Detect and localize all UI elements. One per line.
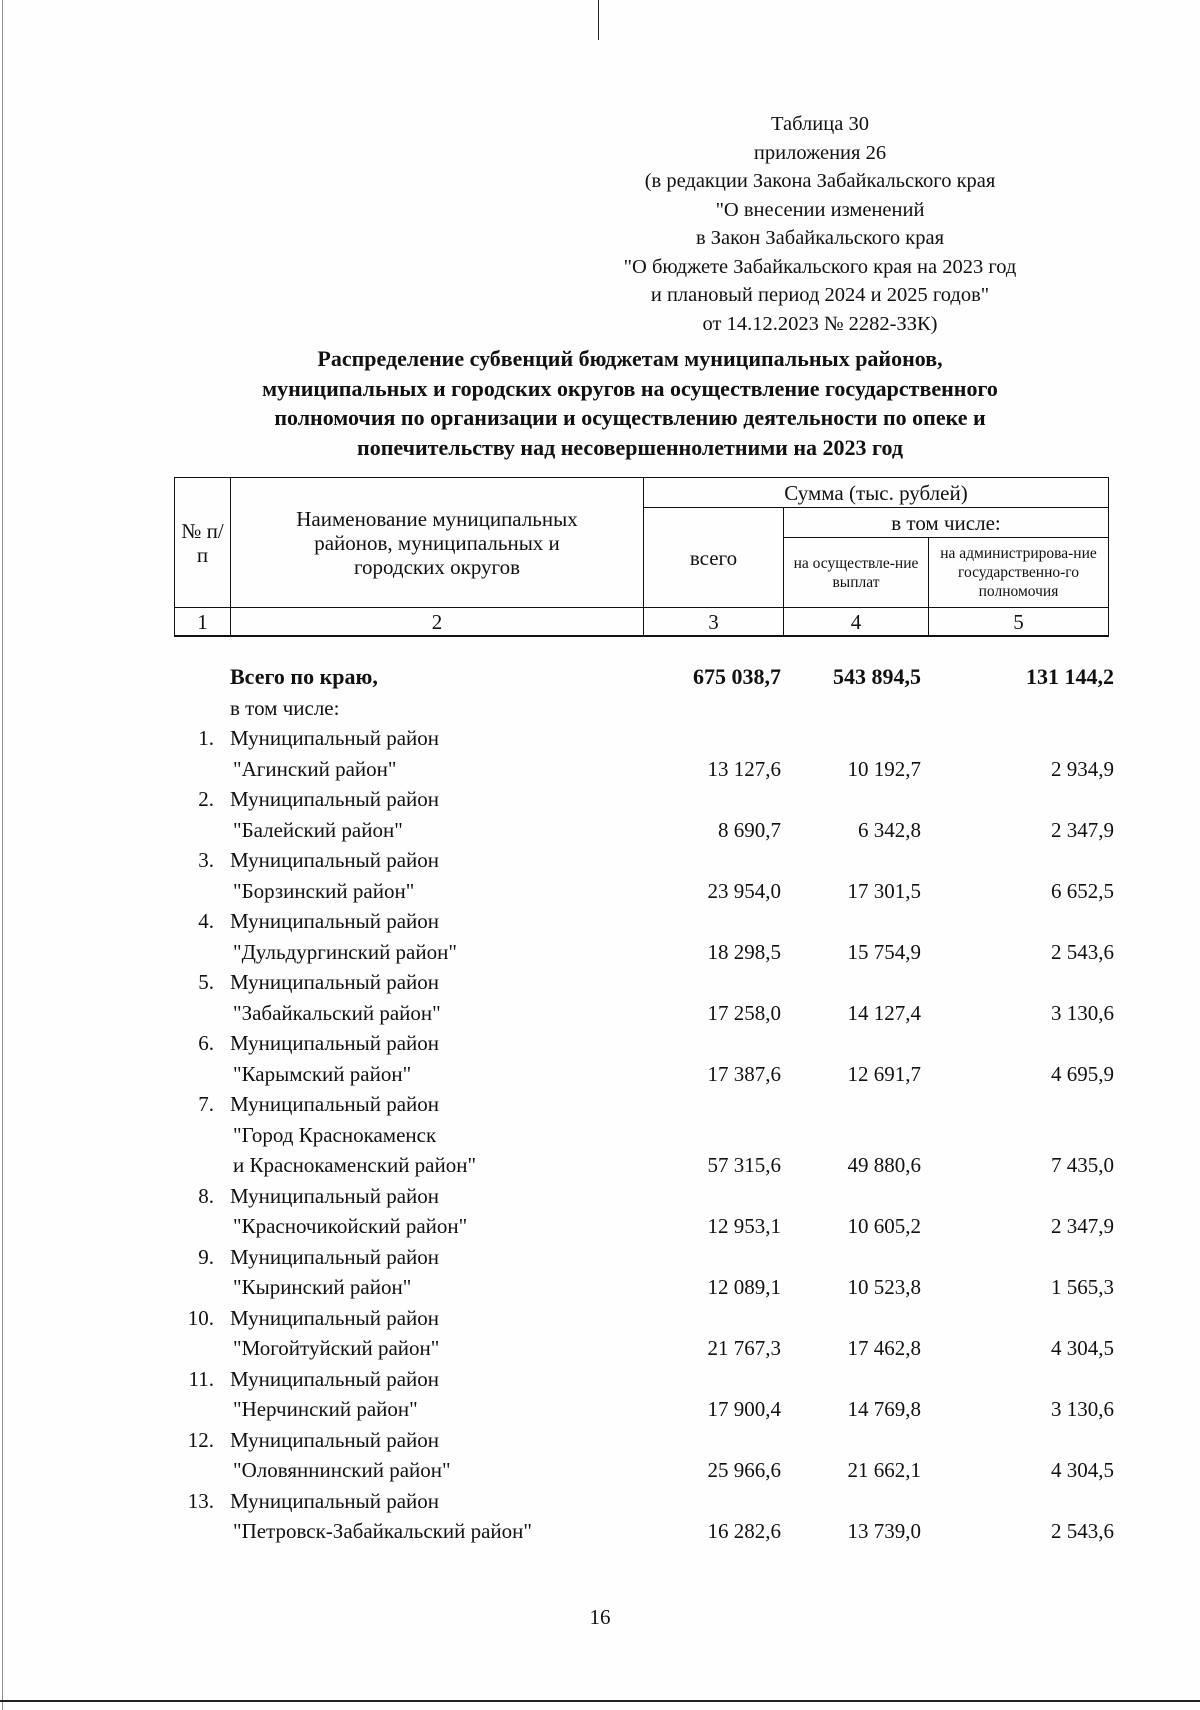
header-line: в Закон Забайкальского края xyxy=(695,227,945,249)
row-name-line: и Краснокаменский район" xyxy=(233,1153,477,1177)
table-row xyxy=(174,967,1114,1028)
row-name-line: "Красночикойский район" xyxy=(233,1214,468,1238)
row-number: 10. xyxy=(187,1305,214,1330)
header-col-name: Наименование муниципальных районов, муниципальных и городских округов xyxy=(231,478,644,608)
header-num-4: 4 xyxy=(784,608,929,637)
header-line: от 14.12.2023 № 2282-ЗЗК) xyxy=(702,312,938,335)
row-name-line: Муниципальный район xyxy=(230,787,440,811)
header-line: и плановый период 2024 и 2025 годов" xyxy=(650,284,990,306)
row-name xyxy=(230,1089,610,1181)
header-col-including: в том числе: xyxy=(784,508,1109,538)
row-payments: 49 880,6 xyxy=(847,1153,921,1177)
row-name-line: "Оловяннинский район" xyxy=(233,1458,451,1482)
header-num-3: 3 xyxy=(644,608,784,637)
row-total: 13 127,6 xyxy=(707,756,781,781)
row-name-line: "Карымский район" xyxy=(233,1061,412,1086)
row-payments: 14 769,8 xyxy=(847,1397,921,1421)
row-admin: 7 435,0 xyxy=(1051,1153,1114,1177)
row-total: 17 258,0 xyxy=(707,1000,781,1025)
row-number: 4. xyxy=(198,909,214,933)
row-total: 18 298,5 xyxy=(707,939,781,964)
header-num-1: 1 xyxy=(175,608,231,637)
row-name-line: Муниципальный район xyxy=(230,848,440,872)
table-row xyxy=(174,1181,1114,1242)
table-row xyxy=(174,1242,1114,1303)
scan-artifact-top xyxy=(598,0,599,40)
row-number: 3. xyxy=(198,848,214,872)
row-name-line: Муниципальный район xyxy=(230,909,440,933)
row-payments: 13 739,0 xyxy=(847,1519,921,1543)
row-admin: 4 304,5 xyxy=(1051,1458,1114,1482)
scan-artifact-left xyxy=(2,0,3,1710)
row-number: 8. xyxy=(198,1183,214,1208)
row-admin: 2 347,9 xyxy=(1051,1214,1114,1238)
row-name-line: "Агинский район" xyxy=(233,756,397,781)
row-total: 16 282,6 xyxy=(707,1519,781,1543)
row-name xyxy=(230,723,610,784)
row-payments: 14 127,4 xyxy=(847,1000,921,1025)
header-col-total: всего xyxy=(644,508,784,608)
row-total: 23 954,0 xyxy=(707,878,781,903)
title-line: Распределение субвенций бюджетам муниципальных районов, xyxy=(317,346,943,371)
row-admin: 2 543,6 xyxy=(1051,1519,1114,1543)
header-col-payments: на осуществле-ние выплат xyxy=(784,538,929,608)
row-admin: 2 347,9 xyxy=(1051,817,1114,842)
row-number: 2. xyxy=(198,787,214,811)
table-row xyxy=(174,1028,1114,1089)
row-total: 25 966,6 xyxy=(707,1458,781,1482)
row-name-line: Муниципальный район xyxy=(230,726,440,750)
row-admin: 4 695,9 xyxy=(1051,1061,1114,1086)
header-num-5: 5 xyxy=(929,608,1109,637)
header-line: "О внесении изменений xyxy=(715,198,925,221)
page-number: 16 xyxy=(589,1605,611,1629)
row-number: 11. xyxy=(188,1366,214,1391)
row-admin: 4 304,5 xyxy=(1051,1336,1114,1360)
header-col-sum: Сумма (тыс. рублей) xyxy=(644,478,1109,508)
row-name xyxy=(230,1028,610,1089)
row-payments: 17 301,5 xyxy=(847,878,921,903)
row-name xyxy=(230,967,610,1028)
table-row xyxy=(174,723,1114,784)
title-line: полномочия по организации и осуществлению деятельности по опеке и xyxy=(274,405,986,430)
scan-artifact-bottom xyxy=(0,1700,1200,1702)
table-row xyxy=(174,1425,1114,1486)
row-number: 5. xyxy=(198,970,214,994)
row-name xyxy=(230,1486,610,1547)
title-line: попечительству над несовершеннолетними на 2023 год xyxy=(357,434,903,460)
table-row xyxy=(174,1486,1114,1547)
row-name xyxy=(230,1425,610,1486)
row-payments: 6 342,8 xyxy=(858,817,921,842)
row-name-line: "Город Краснокаменск xyxy=(233,1122,437,1147)
row-admin: 3 130,6 xyxy=(1051,1000,1114,1025)
row-payments: 17 462,8 xyxy=(847,1336,921,1360)
row-payments: 10 192,7 xyxy=(847,756,921,781)
total-payments: 543 894,5 xyxy=(833,664,921,689)
table-row xyxy=(174,1089,1114,1181)
row-admin: 6 652,5 xyxy=(1051,878,1114,903)
row-name-line: Муниципальный район xyxy=(230,1244,440,1269)
table-row xyxy=(174,845,1114,906)
row-name-line: Муниципальный район xyxy=(230,1366,440,1391)
row-name-line: Муниципальный район xyxy=(230,1305,440,1330)
row-total: 21 767,3 xyxy=(707,1336,781,1360)
row-name-line: Муниципальный район xyxy=(230,1488,440,1513)
row-number: 6. xyxy=(198,1031,214,1055)
row-name xyxy=(230,1242,610,1303)
row-payments: 12 691,7 xyxy=(847,1061,921,1086)
row-number: 1. xyxy=(198,726,214,750)
total-sum: 675 038,7 xyxy=(693,664,781,689)
row-name xyxy=(230,845,610,906)
row-name-line: Муниципальный район xyxy=(230,1031,440,1055)
row-admin: 2 543,6 xyxy=(1051,939,1114,964)
row-total: 57 315,6 xyxy=(707,1153,781,1177)
table-row xyxy=(174,906,1114,967)
row-number: 7. xyxy=(198,1092,214,1116)
header-col-number: № п/п xyxy=(175,478,231,608)
row-name-line: Муниципальный район xyxy=(230,970,440,994)
row-payments: 15 754,9 xyxy=(847,939,921,964)
total-row xyxy=(174,662,1114,693)
header-line: приложения 26 xyxy=(753,141,887,164)
table-row xyxy=(174,1303,1114,1364)
row-admin: 2 934,9 xyxy=(1051,756,1114,781)
row-total: 12 089,1 xyxy=(707,1275,781,1299)
total-label: Всего по краю, xyxy=(230,664,378,689)
table-header xyxy=(174,477,1109,637)
row-name-line: Муниципальный район xyxy=(230,1427,440,1452)
row-name-line: Муниципальный район xyxy=(230,1183,440,1208)
row-payments: 10 605,2 xyxy=(847,1214,921,1238)
row-total: 17 900,4 xyxy=(707,1397,781,1421)
table-row xyxy=(174,784,1114,845)
row-total: 8 690,7 xyxy=(718,817,781,842)
row-number: 13. xyxy=(187,1488,214,1513)
row-name xyxy=(230,1303,610,1364)
header-num-2: 2 xyxy=(231,608,644,637)
row-payments: 10 523,8 xyxy=(847,1275,921,1299)
row-name-line: "Борзинский район" xyxy=(233,878,415,903)
row-name xyxy=(230,784,610,845)
row-name-line: "Петровск-Забайкальский район" xyxy=(233,1519,532,1543)
header-col-admin: на администрирова-ние государственно-го полномочия xyxy=(929,538,1109,608)
title-line: муниципальных и городских округов на осуществление государственного xyxy=(262,375,998,401)
header-line: "О бюджете Забайкальского края на 2023 год xyxy=(623,255,1017,278)
document-header xyxy=(560,110,1080,338)
total-admin: 131 144,2 xyxy=(1026,664,1114,689)
header-line: Таблица 30 xyxy=(771,113,869,135)
row-name-line: "Забайкальский район" xyxy=(233,1000,441,1025)
total-sublabel: в том числе: xyxy=(230,695,340,720)
header-line: (в редакции Закона Забайкальского края xyxy=(644,170,996,192)
row-admin: 1 565,3 xyxy=(1051,1275,1114,1299)
row-total: 17 387,6 xyxy=(707,1061,781,1086)
row-name-line: "Могойтуйский район" xyxy=(233,1336,440,1360)
document-title xyxy=(175,344,1085,462)
row-name-line: "Балейский район" xyxy=(233,817,403,842)
row-name-line: "Кыринский район" xyxy=(233,1275,412,1299)
row-admin: 3 130,6 xyxy=(1051,1397,1114,1421)
row-total: 12 953,1 xyxy=(707,1214,781,1238)
row-payments: 21 662,1 xyxy=(847,1458,921,1482)
row-number: 9. xyxy=(198,1244,214,1269)
row-number: 12. xyxy=(187,1427,214,1452)
row-name xyxy=(230,1364,610,1425)
table-row xyxy=(174,1364,1114,1425)
row-name xyxy=(230,1181,610,1242)
row-name-line: Муниципальный район xyxy=(230,1092,440,1116)
table-body xyxy=(174,662,1114,1547)
row-name-line: "Нерчинский район" xyxy=(233,1397,418,1421)
row-name-line: "Дульдургинский район" xyxy=(233,939,457,964)
row-name xyxy=(230,906,610,967)
